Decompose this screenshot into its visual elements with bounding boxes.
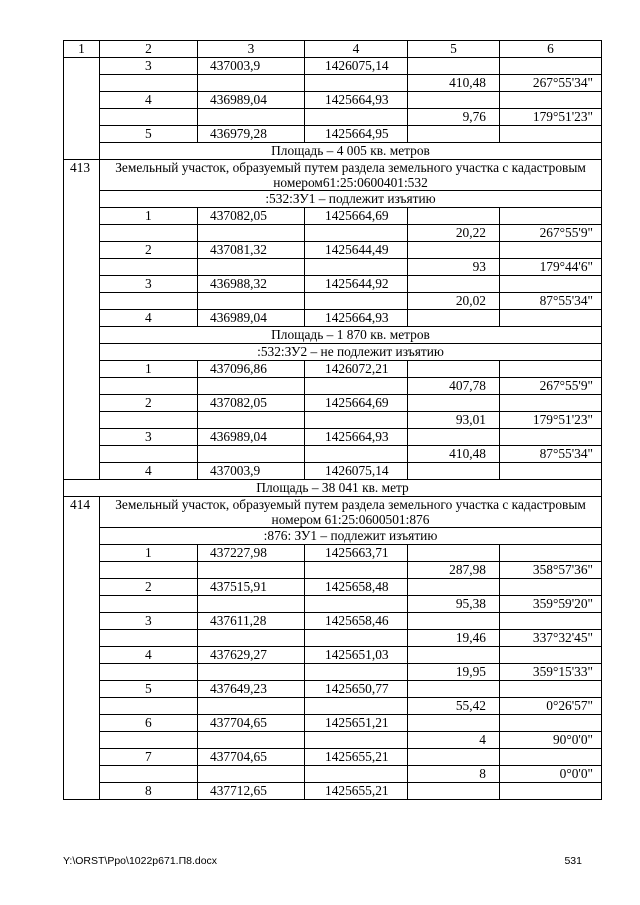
distance	[408, 749, 500, 766]
point-row	[64, 749, 602, 766]
parcel-description-row	[64, 160, 602, 191]
coord-x	[198, 630, 305, 647]
direction-angle	[500, 463, 602, 480]
coord-x: 436989,04	[198, 310, 305, 327]
area-row	[64, 480, 602, 497]
col-header-6: 6	[500, 41, 602, 58]
point-number: 4	[100, 310, 198, 327]
direction-angle	[500, 749, 602, 766]
distance	[408, 613, 500, 630]
direction-angle: 179°51'23"	[500, 109, 602, 126]
direction-angle	[500, 579, 602, 596]
point-row	[64, 647, 602, 664]
direction-angle	[500, 613, 602, 630]
point-number: 2	[100, 579, 198, 596]
coord-y: 1425655,21	[305, 783, 408, 800]
direction-angle	[500, 715, 602, 732]
coord-y: 1425644,92	[305, 276, 408, 293]
point-number: 5	[100, 681, 198, 698]
subparcel-title	[64, 191, 602, 208]
direction-angle: 90°0'0"	[500, 732, 602, 749]
point-number	[100, 378, 198, 395]
point-row	[64, 613, 602, 630]
distance: 9,76	[408, 109, 500, 126]
coord-y: 1425655,21	[305, 749, 408, 766]
coord-y: 1425651,03	[305, 647, 408, 664]
point-number	[100, 562, 198, 579]
point-row	[64, 58, 602, 75]
footer-file-path: Y:\ORST\Ppo\1022p671.П8.docx	[63, 855, 218, 867]
coord-y: 1425664,95	[305, 126, 408, 143]
coord-x: 436989,04	[198, 429, 305, 446]
coord-x	[198, 562, 305, 579]
segment-row	[64, 562, 602, 579]
distance: 407,78	[408, 378, 500, 395]
point-number	[100, 109, 198, 126]
distance	[408, 276, 500, 293]
direction-angle	[500, 647, 602, 664]
distance	[408, 783, 500, 800]
parcel-number-cell	[64, 58, 100, 160]
point-number	[100, 630, 198, 647]
table-body	[64, 41, 602, 800]
point-number	[100, 766, 198, 783]
direction-angle: 179°44'6"	[500, 259, 602, 276]
subparcel-title: :532:ЗУ2 – не подлежит изъятию	[100, 344, 602, 361]
coord-y: 1426072,21	[305, 361, 408, 378]
distance	[408, 463, 500, 480]
segment-row	[64, 225, 602, 242]
distance	[408, 429, 500, 446]
segment-row	[64, 378, 602, 395]
coord-x: 436979,28	[198, 126, 305, 143]
direction-angle: 359°59'20"	[500, 596, 602, 613]
segment-row	[64, 293, 602, 310]
direction-angle	[500, 783, 602, 800]
distance: 93	[408, 259, 500, 276]
coord-x	[198, 412, 305, 429]
segment-row	[64, 446, 602, 463]
point-number	[100, 732, 198, 749]
direction-angle: 337°32'45"	[500, 630, 602, 647]
distance: 19,46	[408, 630, 500, 647]
coord-x: 436989,04	[198, 92, 305, 109]
point-number: 8	[100, 783, 198, 800]
distance	[408, 545, 500, 562]
distance: 410,48	[408, 75, 500, 92]
segment-row	[64, 766, 602, 783]
coord-x: 437515,91	[198, 579, 305, 596]
point-row	[64, 361, 602, 378]
point-number	[100, 664, 198, 681]
distance	[408, 681, 500, 698]
coord-y: 1426075,14	[305, 58, 408, 75]
point-number: 1	[100, 208, 198, 225]
distance	[408, 208, 500, 225]
coord-x: 436988,32	[198, 276, 305, 293]
point-row	[64, 208, 602, 225]
distance: 20,02	[408, 293, 500, 310]
point-number: 2	[100, 395, 198, 412]
distance: 4	[408, 732, 500, 749]
coord-y: 1425658,48	[305, 579, 408, 596]
coord-y: 1425663,71	[305, 545, 408, 562]
segment-row	[64, 630, 602, 647]
distance	[408, 92, 500, 109]
coord-y	[305, 698, 408, 715]
coord-x: 437227,98	[198, 545, 305, 562]
coord-x	[198, 225, 305, 242]
area-row	[64, 327, 602, 344]
point-number: 1	[100, 361, 198, 378]
direction-angle: 267°55'9"	[500, 378, 602, 395]
direction-angle	[500, 361, 602, 378]
coord-y: 1425664,69	[305, 395, 408, 412]
distance	[408, 361, 500, 378]
coord-x	[198, 259, 305, 276]
distance	[408, 242, 500, 259]
point-number: 3	[100, 276, 198, 293]
coord-y	[305, 259, 408, 276]
segment-row	[64, 75, 602, 92]
segment-row	[64, 259, 602, 276]
coord-y	[305, 562, 408, 579]
point-number	[100, 293, 198, 310]
distance	[408, 58, 500, 75]
direction-angle: 87°55'34"	[500, 446, 602, 463]
footer-page-number: 531	[564, 855, 582, 867]
area-row	[64, 143, 602, 160]
point-number: 4	[100, 463, 198, 480]
coord-x	[198, 293, 305, 310]
point-number	[100, 698, 198, 715]
direction-angle	[500, 395, 602, 412]
coord-y	[305, 630, 408, 647]
point-row	[64, 276, 602, 293]
coord-x: 437629,27	[198, 647, 305, 664]
coord-y	[305, 109, 408, 126]
direction-angle: 0°0'0"	[500, 766, 602, 783]
point-row	[64, 715, 602, 732]
coord-y: 1425664,69	[305, 208, 408, 225]
boundary-coordinates-table	[63, 40, 602, 800]
segment-row	[64, 109, 602, 126]
point-number: 4	[100, 92, 198, 109]
direction-angle: 267°55'9"	[500, 225, 602, 242]
coord-x	[198, 664, 305, 681]
point-row	[64, 579, 602, 596]
point-row	[64, 783, 602, 800]
coord-x: 437003,9	[198, 463, 305, 480]
col-header-4: 4	[305, 41, 408, 58]
coord-x	[198, 75, 305, 92]
direction-angle	[500, 545, 602, 562]
coord-x	[198, 446, 305, 463]
area-row: Площадь – 4 005 кв. метров	[100, 143, 602, 160]
segment-row	[64, 596, 602, 613]
distance	[408, 647, 500, 664]
point-number	[100, 225, 198, 242]
subparcel-title	[64, 344, 602, 361]
subparcel-title: :876: ЗУ1 – подлежит изъятию	[100, 528, 602, 545]
direction-angle: 179°51'23"	[500, 412, 602, 429]
direction-angle: 358°57'36"	[500, 562, 602, 579]
distance: 20,22	[408, 225, 500, 242]
coord-y: 1426075,14	[305, 463, 408, 480]
coord-x	[198, 698, 305, 715]
point-number	[100, 412, 198, 429]
point-row	[64, 429, 602, 446]
coord-y	[305, 378, 408, 395]
distance: 93,01	[408, 412, 500, 429]
direction-angle: 359°15'33"	[500, 664, 602, 681]
distance	[408, 310, 500, 327]
direction-angle	[500, 310, 602, 327]
coord-y	[305, 412, 408, 429]
point-number: 5	[100, 126, 198, 143]
coord-x	[198, 766, 305, 783]
coord-y: 1425658,46	[305, 613, 408, 630]
segment-row	[64, 732, 602, 749]
coord-x: 437003,9	[198, 58, 305, 75]
direction-angle: 0°26'57"	[500, 698, 602, 715]
point-number: 1	[100, 545, 198, 562]
segment-row	[64, 412, 602, 429]
coord-y: 1425651,21	[305, 715, 408, 732]
coord-x: 437611,28	[198, 613, 305, 630]
parcel-description-row	[64, 497, 602, 528]
point-number	[100, 259, 198, 276]
distance: 55,42	[408, 698, 500, 715]
point-row	[64, 242, 602, 259]
coord-y: 1425664,93	[305, 310, 408, 327]
col-header-5: 5	[408, 41, 500, 58]
distance	[408, 395, 500, 412]
point-row	[64, 310, 602, 327]
coord-x: 437704,65	[198, 715, 305, 732]
parcel-description: Земельный участок, образуемый путем раздела земельного участка с кадастровым номером 61:25:0600501:876	[100, 497, 602, 528]
distance	[408, 579, 500, 596]
distance	[408, 126, 500, 143]
direction-angle	[500, 429, 602, 446]
subparcel-title	[64, 528, 602, 545]
direction-angle	[500, 208, 602, 225]
coord-x	[198, 109, 305, 126]
coord-y	[305, 446, 408, 463]
subparcel-title: :532:ЗУ1 – подлежит изъятию	[100, 191, 602, 208]
point-row	[64, 395, 602, 412]
point-row	[64, 463, 602, 480]
coord-x	[198, 596, 305, 613]
point-row	[64, 92, 602, 109]
col-header-3: 3	[198, 41, 305, 58]
segment-row	[64, 664, 602, 681]
point-number	[100, 596, 198, 613]
parcel-description: Земельный участок, образуемый путем раздела земельного участка с кадастровым номером61:25:0600401:532	[100, 160, 602, 191]
direction-angle	[500, 126, 602, 143]
distance: 410,48	[408, 446, 500, 463]
point-row	[64, 126, 602, 143]
point-number: 3	[100, 613, 198, 630]
point-row	[64, 545, 602, 562]
col-header-1: 1	[64, 41, 100, 58]
point-number: 2	[100, 242, 198, 259]
point-number: 4	[100, 647, 198, 664]
distance: 19,95	[408, 664, 500, 681]
coord-x: 437712,65	[198, 783, 305, 800]
header-row	[64, 41, 602, 58]
coord-y	[305, 596, 408, 613]
segment-row	[64, 698, 602, 715]
coord-y	[305, 225, 408, 242]
point-number: 7	[100, 749, 198, 766]
coord-y: 1425644,49	[305, 242, 408, 259]
area-row: Площадь – 38 041 кв. метр	[64, 480, 602, 497]
direction-angle	[500, 276, 602, 293]
parcel-number: 414	[64, 497, 100, 800]
direction-angle: 267°55'34"	[500, 75, 602, 92]
direction-angle: 87°55'34"	[500, 293, 602, 310]
distance	[408, 715, 500, 732]
distance: 8	[408, 766, 500, 783]
area-row: Площадь – 1 870 кв. метров	[100, 327, 602, 344]
distance: 95,38	[408, 596, 500, 613]
coord-y	[305, 75, 408, 92]
coord-x: 437096,86	[198, 361, 305, 378]
direction-angle	[500, 242, 602, 259]
coord-y	[305, 766, 408, 783]
coord-x: 437081,32	[198, 242, 305, 259]
coord-x: 437704,65	[198, 749, 305, 766]
direction-angle	[500, 681, 602, 698]
coord-x: 437082,05	[198, 208, 305, 225]
coord-y	[305, 293, 408, 310]
point-number	[100, 446, 198, 463]
point-row	[64, 681, 602, 698]
coord-x	[198, 378, 305, 395]
coord-y	[305, 732, 408, 749]
coord-y: 1425664,93	[305, 92, 408, 109]
point-number	[100, 75, 198, 92]
point-number: 3	[100, 429, 198, 446]
coord-x: 437082,05	[198, 395, 305, 412]
distance: 287,98	[408, 562, 500, 579]
coord-y: 1425650,77	[305, 681, 408, 698]
direction-angle	[500, 92, 602, 109]
coord-y	[305, 664, 408, 681]
col-header-2: 2	[100, 41, 198, 58]
point-number: 3	[100, 58, 198, 75]
direction-angle	[500, 58, 602, 75]
coord-y: 1425664,93	[305, 429, 408, 446]
coord-x	[198, 732, 305, 749]
parcel-number: 413	[64, 160, 100, 480]
coord-x: 437649,23	[198, 681, 305, 698]
point-number: 6	[100, 715, 198, 732]
